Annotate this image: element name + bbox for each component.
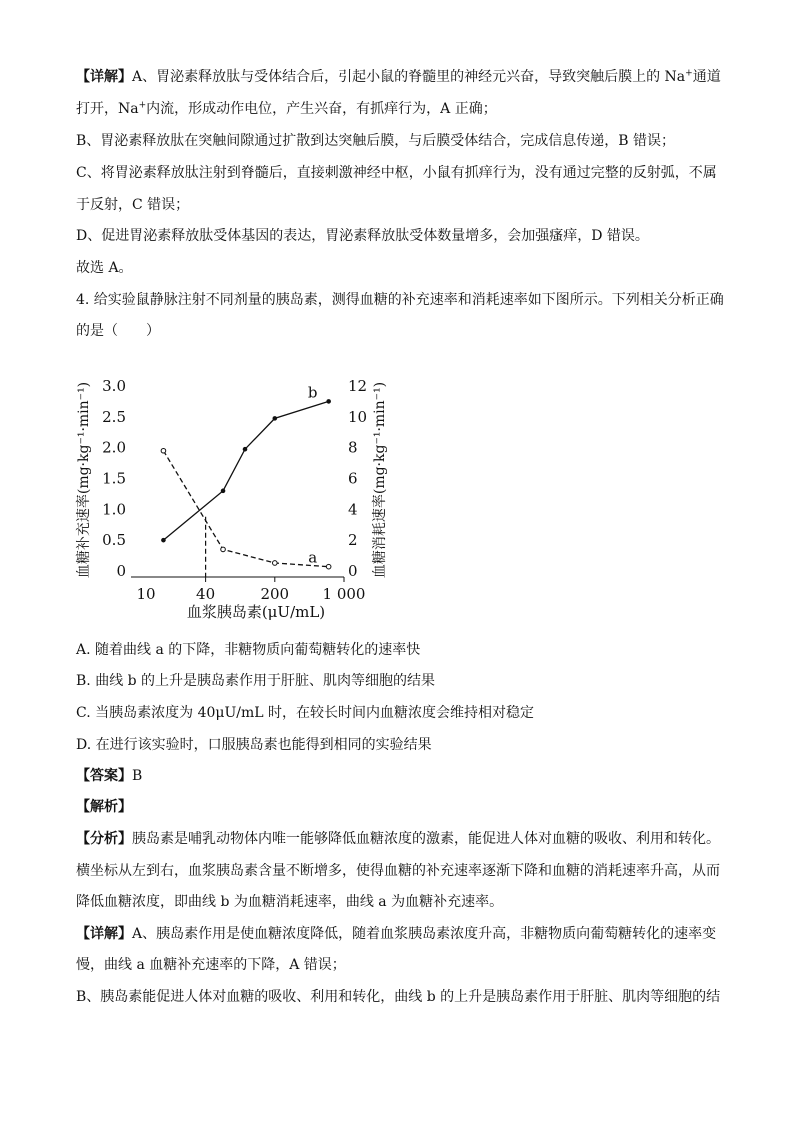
detail-text: 通道 <box>692 69 721 85</box>
superscript: + <box>685 68 693 79</box>
series-b-label: b <box>307 383 318 402</box>
detail-line-1 <box>76 67 721 87</box>
question-stem-2: 的是（ ） <box>76 323 160 339</box>
y-left-tick-label: 3.0 <box>102 377 126 395</box>
option-d: D. 在进行该实验时，口服胰岛素也能得到相同的实验结果 <box>76 737 432 753</box>
series-a-point <box>273 561 278 566</box>
y-right-tick-label: 2 <box>348 531 358 550</box>
detail-tag: 【详解】 <box>76 926 132 942</box>
answer-tag: 【答案】 <box>76 768 132 784</box>
series-a-point <box>221 547 226 552</box>
detail-q4-line-2: 慢，曲线 a 血糖补充速率的下降，A 错误； <box>76 957 346 973</box>
detail-line-6: D、促进胃泌素释放肽受体基因的表达，胃泌素释放肽受体数量增多，会加强瘙痒，D 错误。 <box>76 228 649 244</box>
chart-marks <box>102 377 367 603</box>
analysis-line-1 <box>76 829 720 849</box>
analysis-subtag: 【分析】 <box>76 831 132 847</box>
y-axis-right-label: 血糖消耗速率(mg·kg⁻¹·min⁻¹) <box>372 381 388 579</box>
y-right-tick-label: 4 <box>348 500 358 519</box>
answer-value: B <box>132 768 143 784</box>
series-a-point <box>161 448 166 453</box>
y-right-tick-label: 10 <box>348 407 368 426</box>
detail-text: 打开，Na <box>76 101 139 117</box>
detail-q4-line-1 <box>76 924 716 944</box>
y-left-tick-label: 2.0 <box>102 438 126 457</box>
series-b-point <box>161 538 166 543</box>
x-tick-label: 1 000 <box>322 585 366 603</box>
question-stem-1: 4. 给实验鼠静脉注射不同剂量的胰岛素，测得血糖的补充速率和消耗速率如下图所示。下列相关分析正确 <box>76 292 724 308</box>
option-b: B. 曲线 b 的上升是胰岛素作用于肝脏、肌肉等细胞的结果 <box>76 673 436 689</box>
detail-tag: 【详解】 <box>76 69 132 85</box>
y-left-tick-label: 0 <box>116 562 126 580</box>
series-a-point <box>326 564 331 569</box>
series-b-point <box>221 489 226 494</box>
series-b-point <box>273 416 278 421</box>
y-right-tick-label: 6 <box>348 469 358 488</box>
x-axis-label: 血浆胰岛素(μU/mL) <box>186 603 326 621</box>
analysis-tag: 【解析】 <box>76 799 132 815</box>
detail-text: A、胃泌素释放肽与受体结合后，引起小鼠的脊髓里的神经元兴奋，导致突触后膜上的 Na <box>132 69 686 85</box>
x-tick-label: 200 <box>260 585 290 603</box>
y-left-tick-label: 2.5 <box>102 407 126 426</box>
detail-line-5: 于反射，C 错误； <box>76 197 190 213</box>
detail-line-3: B、胃泌素释放肽在突触间隙通过扩散到达突触后膜，与后膜受体结合，完成信息传递，B 错误； <box>76 133 676 149</box>
superscript: + <box>138 100 147 111</box>
analysis-text: 胰岛素是哺乳动物体内唯一能够降低血糖浓度的激素，能促进人体对血糖的吸收、利用和转化。 <box>132 831 720 847</box>
y-right-tick-label: 0 <box>348 562 358 580</box>
option-a: A. 随着曲线 a 的下降，非糖物质向葡萄糖转化的速率快 <box>76 642 421 658</box>
x-tick-label: 10 <box>136 585 156 603</box>
series-b-line <box>163 401 328 540</box>
analysis-line-2: 横坐标从左到右，血浆胰岛素含量不断增多，使得血糖的补充速率逐渐下降和血糖的消耗速率升高，从而 <box>76 863 720 879</box>
y-left-tick-label: 1.0 <box>102 500 126 519</box>
insulin-chart <box>66 350 386 635</box>
answer-line <box>76 766 142 786</box>
series-a-line <box>163 451 328 567</box>
analysis-line-3: 降低血糖浓度，即曲线 b 为血糖消耗速率，曲线 a 为血糖补充速率。 <box>76 894 504 910</box>
series-a-label: a <box>308 548 318 567</box>
detail-text: 内流，形成动作电位，产生兴奋，有抓痒行为，A 正确； <box>146 101 497 117</box>
conclusion-line: 故选 A。 <box>76 260 133 276</box>
y-right-tick-label: 8 <box>348 438 358 457</box>
option-c: C. 当胰岛素浓度为 40μU/mL 时，在较长时间内血糖浓度会维持相对稳定 <box>76 705 535 721</box>
x-tick-label: 40 <box>196 585 216 603</box>
detail-line-2 <box>76 99 497 119</box>
y-left-tick-label: 0.5 <box>102 531 126 550</box>
y-left-tick-label: 1.5 <box>102 469 126 488</box>
series-b-point <box>243 447 248 452</box>
y-right-tick-label: 12 <box>348 377 368 395</box>
y-axis-left-label: 血糖补充速率(mg·kg⁻¹·min⁻¹) <box>76 381 92 579</box>
detail-q4-line-3: B、胰岛素能促进人体对血糖的吸收、利用和转化，曲线 b 的上升是胰岛素作用于肝脏、肌肉等细胞的结 <box>76 989 721 1005</box>
series-b-point <box>326 399 331 404</box>
analysis-heading <box>76 797 132 817</box>
detail-line-4: C、将胃泌素释放肽注射到脊髓后，直接刺激神经中枢，小鼠有抓痒行为，没有通过完整的反射弧，不属 <box>76 165 717 181</box>
detail-text: A、胰岛素作用是使血糖浓度降低，随着血浆胰岛素浓度升高，非糖物质向葡萄糖转化的速率变 <box>132 926 717 942</box>
